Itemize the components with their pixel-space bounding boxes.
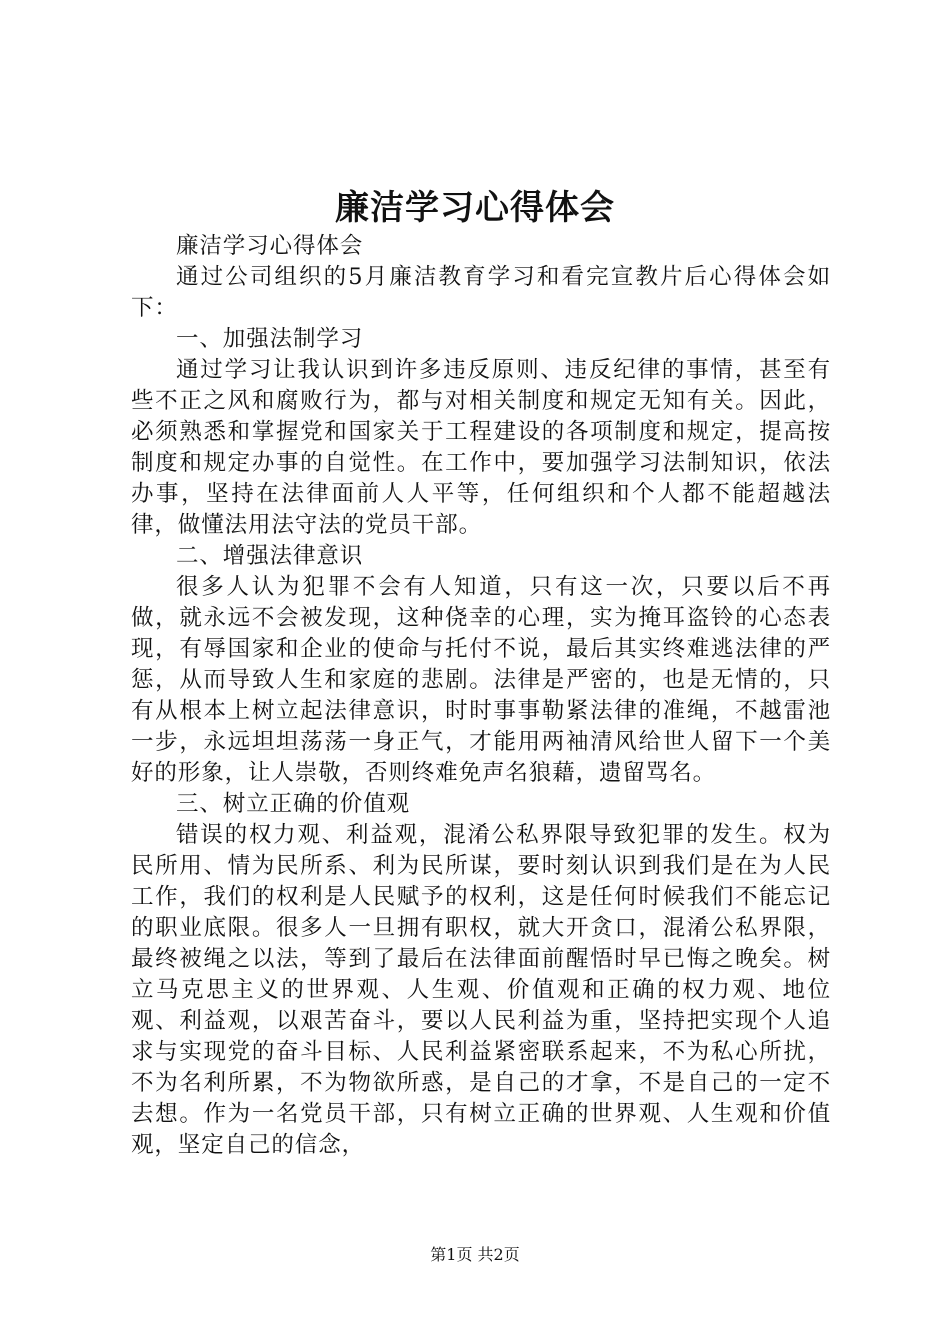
section-heading-3: 三、树立正确的价值观: [176, 791, 411, 817]
paragraph-section-1: 通过学习让我认识到许多违反原则、违反纪律的事情，甚至有些不正之风和腐败行为，都与对相关制度和规定无知有关。因此，必须熟悉和掌握党和国家关于工程建设的各项制度和规定，提高按制度和规定办事的自觉性。在工作中，要加强学习法制知识，依法办事，坚持在法律面前人人平等，任何组织和个人都不能超越法律，做懂法用法守法的党员干部。: [131, 357, 831, 538]
document-title: 廉洁学习心得体会: [335, 188, 615, 228]
paragraph-intro: 通过公司组织的5月廉洁教育学习和看完宣教片后心得体会如下：: [131, 264, 831, 321]
section-heading-2: 二、增强法律意识: [176, 543, 364, 569]
document-body: [131, 231, 831, 1161]
page-number-footer: 第1页 共2页: [430, 1245, 520, 1264]
paragraph-subtitle: 廉洁学习心得体会: [176, 233, 364, 259]
paragraph-section-3: 错误的权力观、利益观，混淆公私界限导致犯罪的发生。权为民所用、情为民所系、利为民所谋，要时刻认识到我们是在为人民工作，我们的权利是人民赋予的权利，这是任何时候我们不能忘记的职业底限。很多人一旦拥有职权，就大开贪口，混淆公私界限，最终被绳之以法，等到了最后在法律面前醒悟时早已悔之晚矣。树立马克思主义的世界观、人生观、价值观和正确的权力观、地位观、利益观，以艰苦奋斗，要以人民利益为重，坚持把实现个人追求与实现党的奋斗目标、人民利益紧密联系起来，不为私心所扰，不为名利所累，不为物欲所惑，是自己的才拿，不是自己的一定不去想。作为一名党员干部，只有树立正确的世界观、人生观和价值观，坚定自己的信念，: [131, 822, 831, 1158]
paragraph-section-2: 很多人认为犯罪不会有人知道，只有这一次，只要以后不再做，就永远不会被发现，这种侥幸的心理，实为掩耳盗铃的心态表现，有辱国家和企业的使命与托付不说，最后其实终难逃法律的严惩，从而导致人生和家庭的悲剧。法律是严密的，也是无情的，只有从根本上树立起法律意识，时时事事勒紧法律的准绳，不越雷池一步，永远坦坦荡荡一身正气，才能用两袖清风给世人留下一个美好的形象，让人崇敬，否则终难免声名狼藉，遗留骂名。: [131, 574, 831, 786]
section-heading-1: 一、加强法制学习: [176, 326, 364, 352]
